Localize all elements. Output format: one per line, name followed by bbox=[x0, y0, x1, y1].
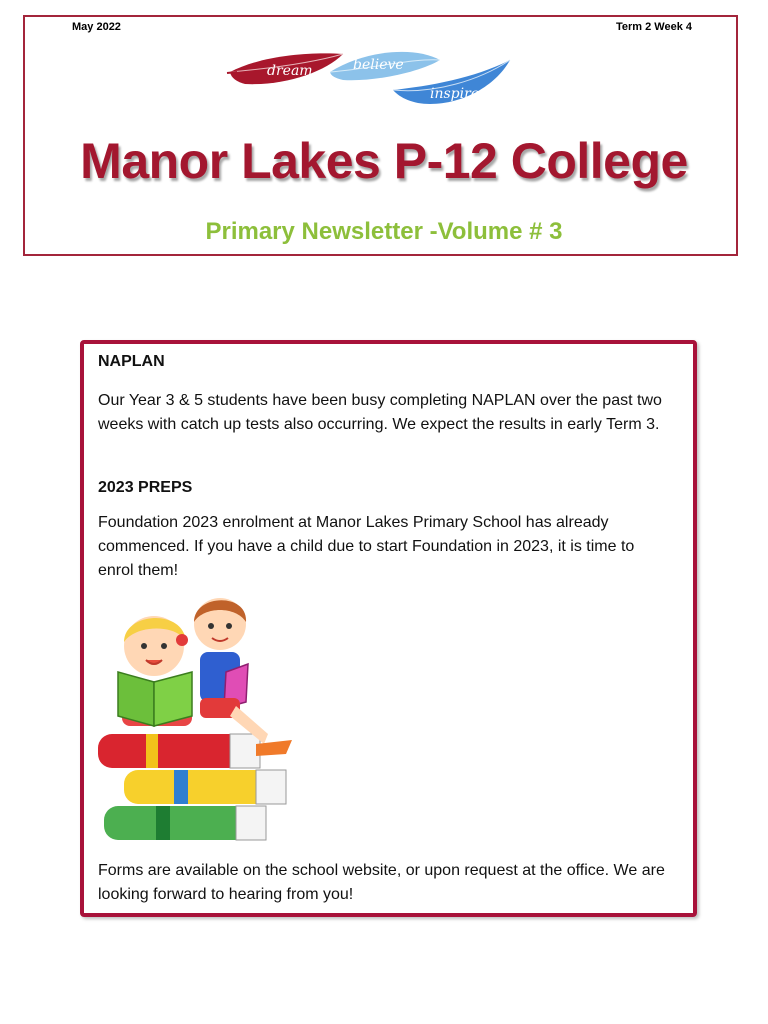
college-title: Manor Lakes P-12 College bbox=[80, 133, 688, 189]
logo-word-inspire: inspire bbox=[430, 86, 480, 102]
preps-heading: 2023 PREPS bbox=[98, 479, 193, 496]
logo-word-believe: believe bbox=[353, 57, 404, 73]
issue-date: May 2022 bbox=[72, 21, 121, 33]
term-week: Term 2 Week 4 bbox=[616, 21, 693, 33]
logo-word-dream: dream bbox=[267, 63, 313, 79]
naplan-body: Our Year 3 & 5 students have been busy completing NAPLAN over the past two weeks with catch up tests also occurring. We expect the results in early Term 3. bbox=[98, 392, 662, 433]
naplan-heading: NAPLAN bbox=[98, 353, 165, 370]
closing-text: Forms are available on the school website, or upon request at the office. We are looking forward to hearing from you! bbox=[98, 862, 665, 903]
newsletter-subtitle: Primary Newsletter -Volume # 3 bbox=[205, 218, 563, 245]
feathers-logo-icon bbox=[225, 42, 515, 110]
children-reading-books-icon bbox=[96, 594, 301, 844]
preps-body: Foundation 2023 enrolment at Manor Lakes Primary School has already commenced. If you have a child due to start Foundation in 2023, it is time to enrol them! bbox=[98, 514, 635, 579]
